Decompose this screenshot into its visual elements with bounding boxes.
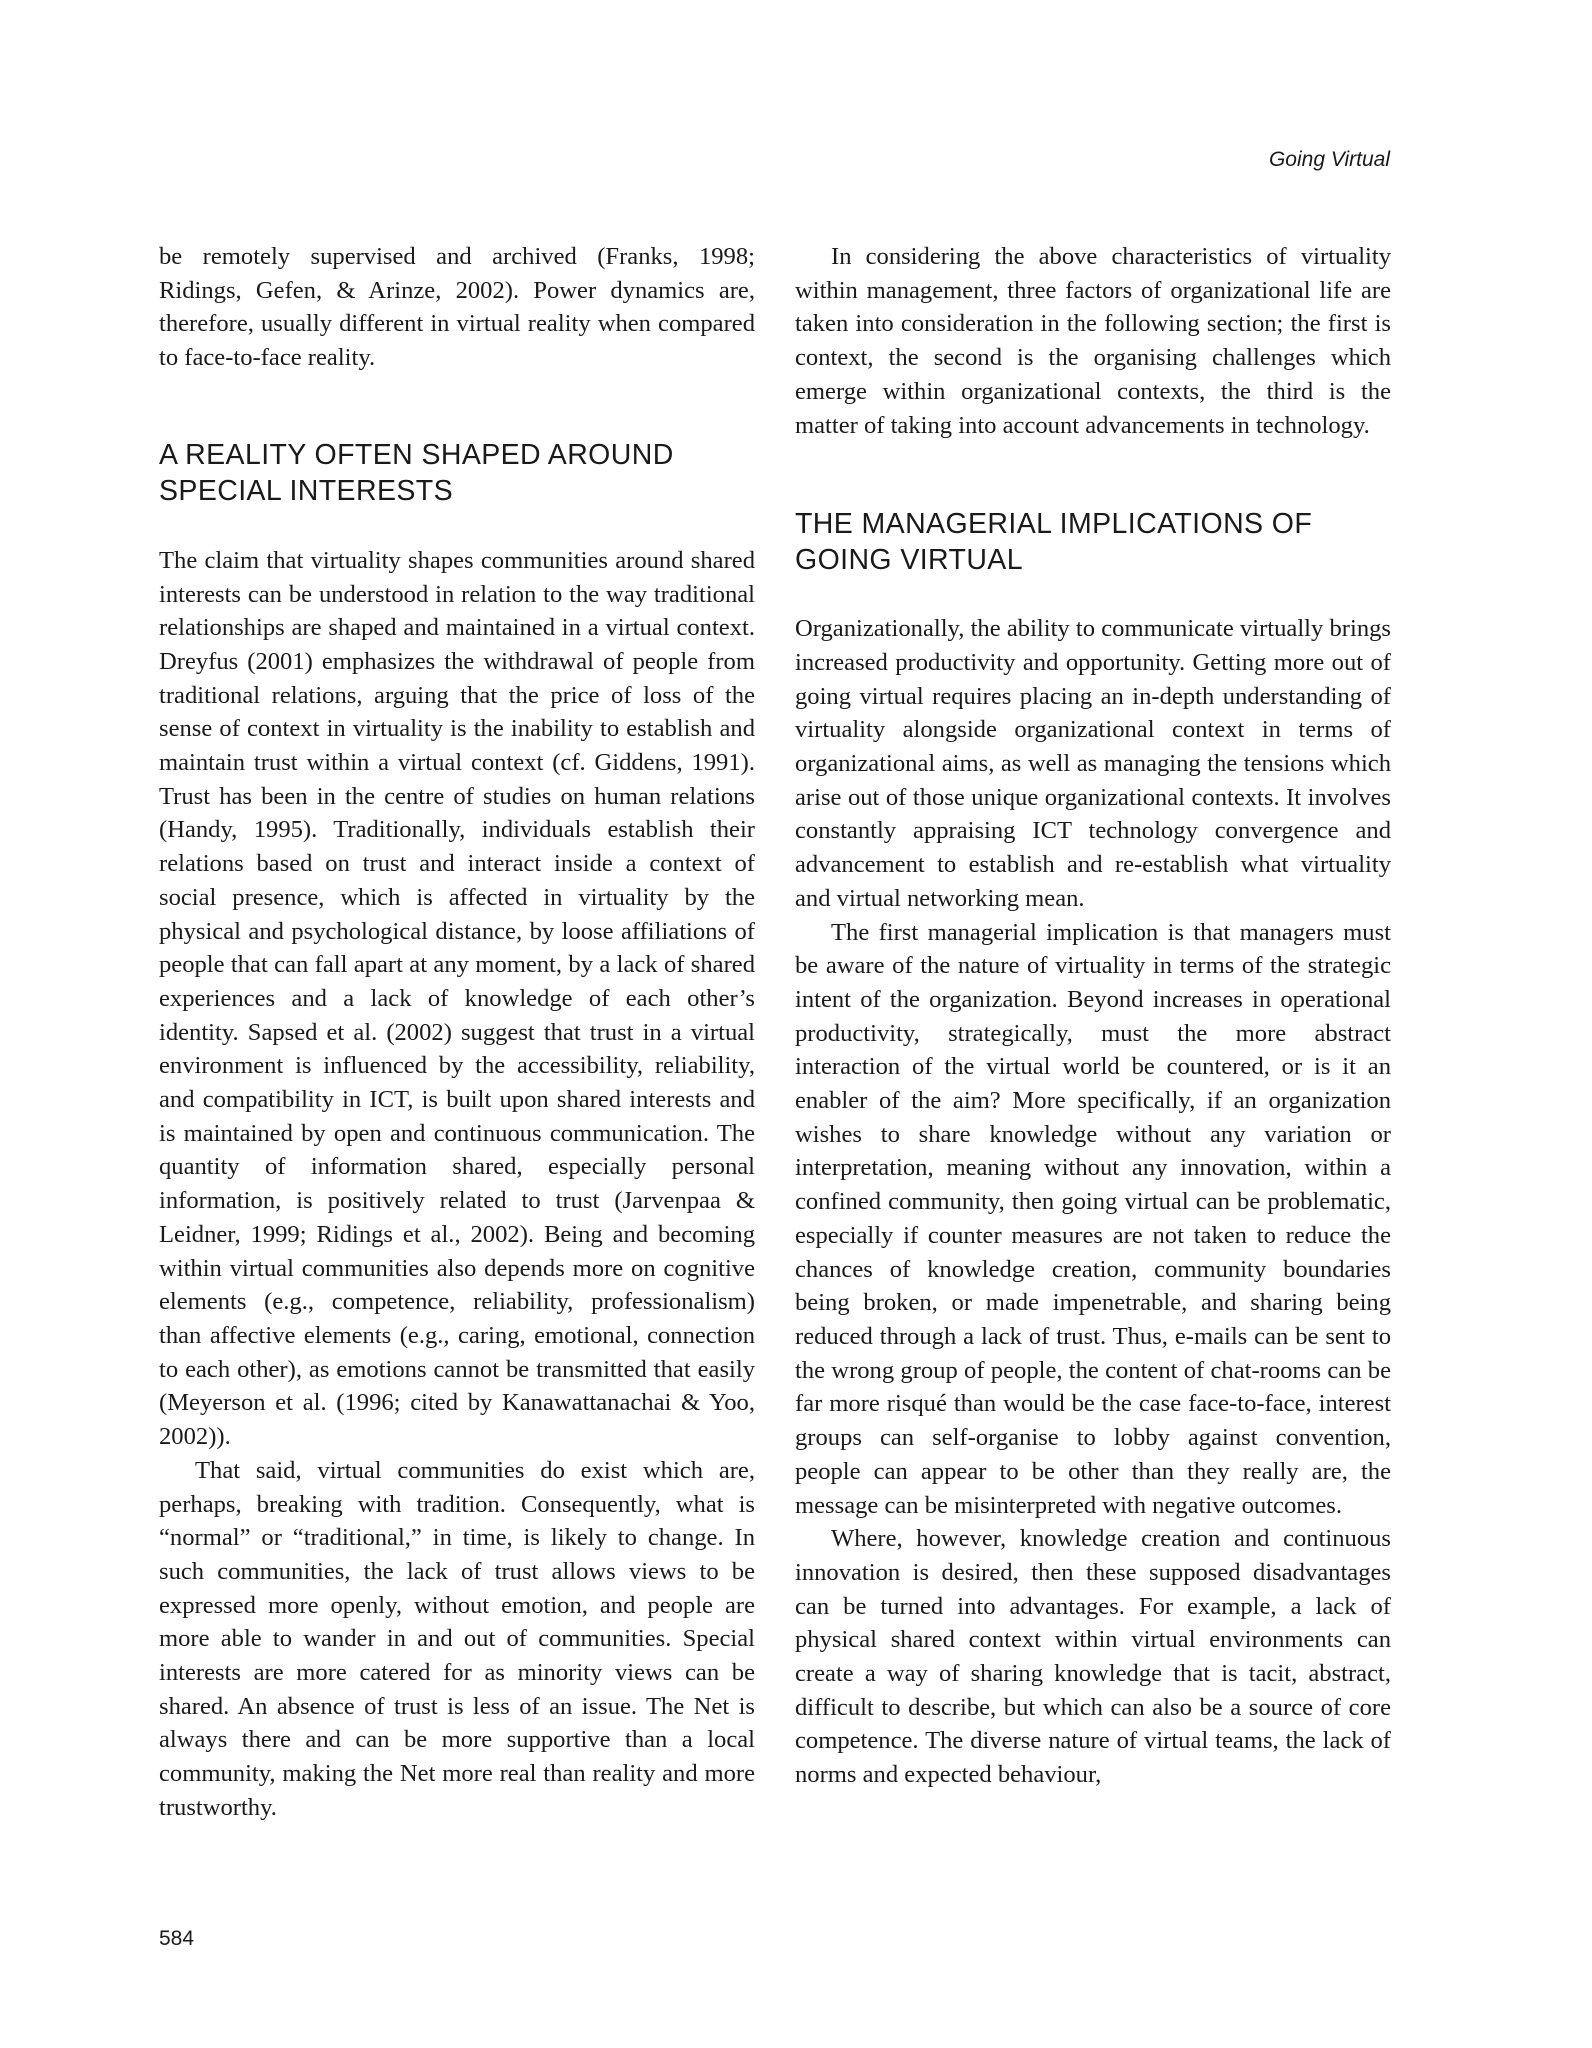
intro-paragraph: In considering the above characteristics of virtuality within management, three factors of organizational life are taken into consideration in the following section; the first is context, the second is the organising challenges which emerge within organizational contexts, the third is the matter of taking into account advancements in technology. (795, 243, 1391, 439)
continued-paragraph: be remotely supervised and archived (Franks, 1998; Ridings, Gefen, & Arinze, 2002). Power dynamics are, therefore, usually different in virtual reality when compared to face-to-face reality. (159, 243, 755, 372)
section-heading-special-interests: A REALITY OFTEN SHAPED AROUND SPECIAL INTERESTS (159, 438, 674, 507)
running-header: Going Virtual (1268, 148, 1390, 171)
body-paragraph: That said, virtual communities do exist which are, perhaps, breaking with tradition. Consequently, what is “normal” or “traditional,” in time, is likely to change. In such communities, the lack of trust allows views to be expressed more openly, without emotion, and people are more able to wander in and out of communities. Special interests are more catered for as minority views can be shared. An absence of trust is less of an issue. The Net is always there and can be more supportive than a local community, making the Net more real than reality and more trustworthy. (159, 1456, 755, 1821)
section-heading-managerial-implications: THE MANAGERIAL IMPLICATIONS OF GOING VIRTUAL (795, 508, 1313, 577)
body-paragraph: Where, however, knowledge creation and continuous innovation is desired, then these supposed disadvantages can be turned into advantages. For example, a lack of physical shared context within virtual environments can create a way of sharing knowledge that is tacit, abstract, difficult to describe, but which can also be a source of core competence. The diverse nature of virtual teams, the lack of norms and expected behaviour, (795, 1525, 1391, 1789)
right-column (795, 240, 1391, 1792)
body-paragraph: The claim that virtuality shapes communities around shared interests can be understood in relation to the way traditional relationships are shaped and maintained in a virtual context. Dreyfus (2001) emphasizes the withdrawal of people from traditional relations, arguing that the price of loss of the sense of context in virtuality is the inability to establish and maintain trust within a virtual context (cf. Giddens, 1991). Trust has been in the centre of studies on human relations (Handy, 1995). Traditionally, individuals establish their relations based on trust and interact inside a context of social presence, which is affected in virtuality by the physical and psychological distance, by loose affiliations of people that can fall apart at any moment, by a lack of shared experiences and a lack of knowledge of each other’s identity. Sapsed et al. (2002) suggest that trust in a virtual environment is influenced by the accessibility, reliability, and compatibility in ICT, is built upon shared interests and is maintained by open and continuous communication. The quantity of information shared, especially personal information, is positively related to trust (Jarvenpaa & Leidner, 1999; Ridings et al., 2002). Being and becoming within virtual communities also depends more on cognitive elements (e.g., competence, reliability, professionalism) than affective elements (e.g., caring, emotional, connection to each other), as emotions cannot be transmitted that easily (Meyerson et al. (1996; cited by Kanawattanachai & Yoo, 2002)). (159, 546, 755, 1451)
left-column (159, 240, 755, 1825)
page-number: 584 (159, 1927, 195, 1950)
body-paragraph: Organizationally, the ability to communicate virtually brings increased productivity and opportunity. Getting more out of going virtual requires placing an in-depth understanding of virtuality alongside organizational context in terms of organizational aims, as well as managing the tensions which arise out of those unique organizational contexts. It involves constantly appraising ICT technology convergence and advancement to establish and re-establish what virtuality and virtual networking mean. (795, 615, 1391, 912)
body-paragraph: The first managerial implication is that managers must be aware of the nature of virtuality in terms of the strategic intent of the organization. Beyond increases in operational productivity, strategically, must the more abstract interaction of the virtual world be countered, or is it an enabler of the aim? More specifically, if an organization wishes to share knowledge without any variation or interpretation, meaning without any innovation, within a confined community, then going virtual can be problematic, especially if counter measures are not taken to reduce the chances of knowledge creation, community boundaries being broken, or made impenetrable, and sharing being reduced through a lack of trust. Thus, e-mails can be sent to the wrong group of people, the content of chat-rooms can be far more risqué than would be the case face-to-face, interest groups can self-organise to lobby against convention, people can appear to be other than they really are, the message can be misinterpreted with negative outcomes. (795, 918, 1391, 1519)
